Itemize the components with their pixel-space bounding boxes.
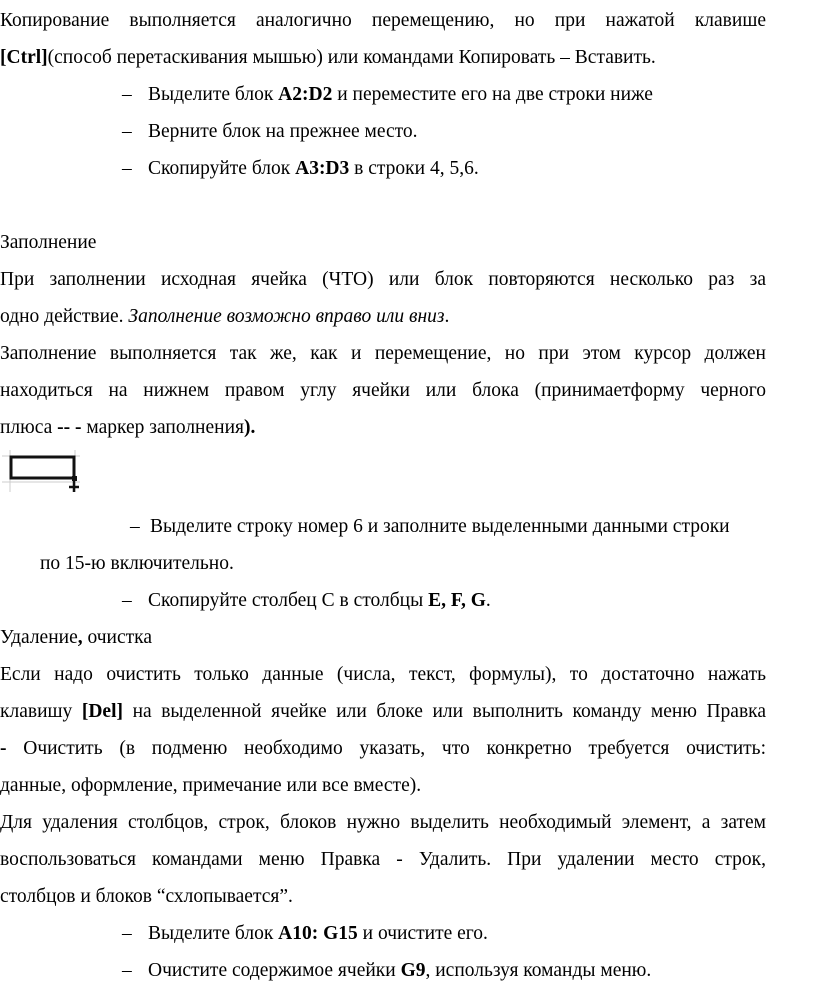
- text-run: Выделите блок: [148, 923, 279, 944]
- text-line: [0, 545, 816, 582]
- text-line: [0, 409, 816, 446]
- fill-handle-figure: [0, 446, 816, 508]
- bullet-dash-icon: –: [122, 121, 132, 142]
- text-run: клавишу: [0, 701, 82, 722]
- text-run: Верните блок на прежнее место.: [148, 121, 418, 142]
- italic-text: Заполнение возможно вправо или вниз: [128, 306, 445, 327]
- text-run: Если надо очистить только данные (числа, текст, формулы), то достаточно нажать: [0, 664, 766, 685]
- text-run: и переместите его на две строки ниже: [332, 84, 653, 105]
- text-line: [0, 619, 816, 656]
- text-run: и очистите его.: [357, 923, 488, 944]
- text-line: [0, 656, 766, 693]
- bullet-dash-icon: –: [122, 923, 132, 944]
- text-line: [0, 730, 766, 767]
- text-line: [0, 39, 816, 76]
- text-run: .: [444, 306, 450, 327]
- text-run: Выделите строку номер 6 и заполните выделенными данными строки: [150, 516, 730, 537]
- bold-text: E, F, G: [428, 590, 486, 611]
- text-run: Копирование выполняется аналогично перемещению, но при нажатой клавише: [0, 10, 766, 31]
- text-run: Очистите содержимое ячейки: [148, 960, 401, 981]
- list-item: [0, 582, 816, 619]
- bullet-dash-icon: –: [130, 516, 140, 537]
- text-run: Для удаления столбцов, строк, блоков нужно выделить необходимый элемент, а затем: [0, 812, 766, 833]
- text-run: столбцов и блоков “схлопывается”.: [0, 886, 293, 907]
- bold-text: A10: G15: [278, 923, 358, 944]
- fill-handle-icon: [0, 446, 90, 508]
- list-item: [0, 76, 816, 113]
- bold-text: A2:D2: [278, 84, 333, 105]
- text-run: одно действие.: [0, 306, 129, 327]
- bold-text: G9: [400, 960, 426, 981]
- text-line: [0, 2, 766, 39]
- text-run: Выделите блок: [148, 84, 279, 105]
- bold-text: ).: [243, 417, 256, 438]
- list-item: [0, 150, 816, 187]
- text-run: При заполнении исходная ячейка (ЧТО) или блок повторяются несколько раз за: [0, 269, 766, 290]
- text-run: находиться на нижнем правом углу ячейки или блока (принимаетформу черного: [0, 380, 766, 401]
- text-line: [0, 804, 766, 841]
- bullet-dash-icon: –: [122, 158, 132, 179]
- bold-text: A3:D3: [295, 158, 350, 179]
- bullet-dash-icon: –: [122, 960, 132, 981]
- bold-text: -- -: [57, 417, 82, 438]
- text-run: Заполнение: [0, 232, 97, 253]
- text-run: данные, оформление, примечание или все вместе).: [0, 775, 422, 796]
- text-run: .: [485, 590, 491, 611]
- text-run: воспользоваться командами меню Правка - Удалить. При удалении место строк,: [0, 849, 766, 870]
- text-run: , используя команды меню.: [425, 960, 652, 981]
- list-item: [0, 113, 816, 150]
- text-line: [0, 298, 816, 335]
- bold-text: -: [0, 738, 7, 759]
- bullet-dash-icon: –: [122, 590, 132, 611]
- text-line: [0, 693, 766, 730]
- text-run: на выделенной ячейке или блоке или выполнить команду меню Правка: [123, 701, 766, 722]
- list-item: [0, 915, 816, 952]
- bold-text: ,: [77, 627, 83, 648]
- bullet-dash-icon: –: [122, 84, 132, 105]
- blank-line: [0, 187, 816, 224]
- text-run: Очистить (в подменю необходимо указать, что конкретно требуется очистить:: [6, 738, 766, 759]
- text-run: маркер заполнения: [81, 417, 244, 438]
- text-line: [0, 767, 816, 804]
- bold-text: [Ctrl]: [0, 47, 48, 68]
- text-run: плюса: [0, 417, 58, 438]
- text-run: Удаление: [0, 627, 78, 648]
- text-line: [0, 878, 816, 915]
- text-line: [0, 335, 766, 372]
- bold-text: [Del]: [81, 701, 123, 722]
- text-run: Скопируйте блок: [148, 158, 296, 179]
- text-run: в строки 4, 5,6.: [349, 158, 479, 179]
- text-line: [0, 841, 766, 878]
- text-line: [0, 261, 766, 298]
- text-run: Заполнение выполняется так же, как и перемещение, но при этом курсор должен: [0, 343, 766, 364]
- text-line: [0, 372, 766, 409]
- text-run: Скопируйте столбец С в столбцы: [148, 590, 429, 611]
- list-item: [0, 508, 816, 545]
- text-line: [0, 224, 816, 261]
- text-run: по 15-ю включительно.: [40, 553, 234, 574]
- text-run: (способ перетаскивания мышью) или командами Копировать – Вставить.: [47, 47, 656, 68]
- text-run: очистка: [82, 627, 152, 648]
- list-item: [0, 952, 816, 989]
